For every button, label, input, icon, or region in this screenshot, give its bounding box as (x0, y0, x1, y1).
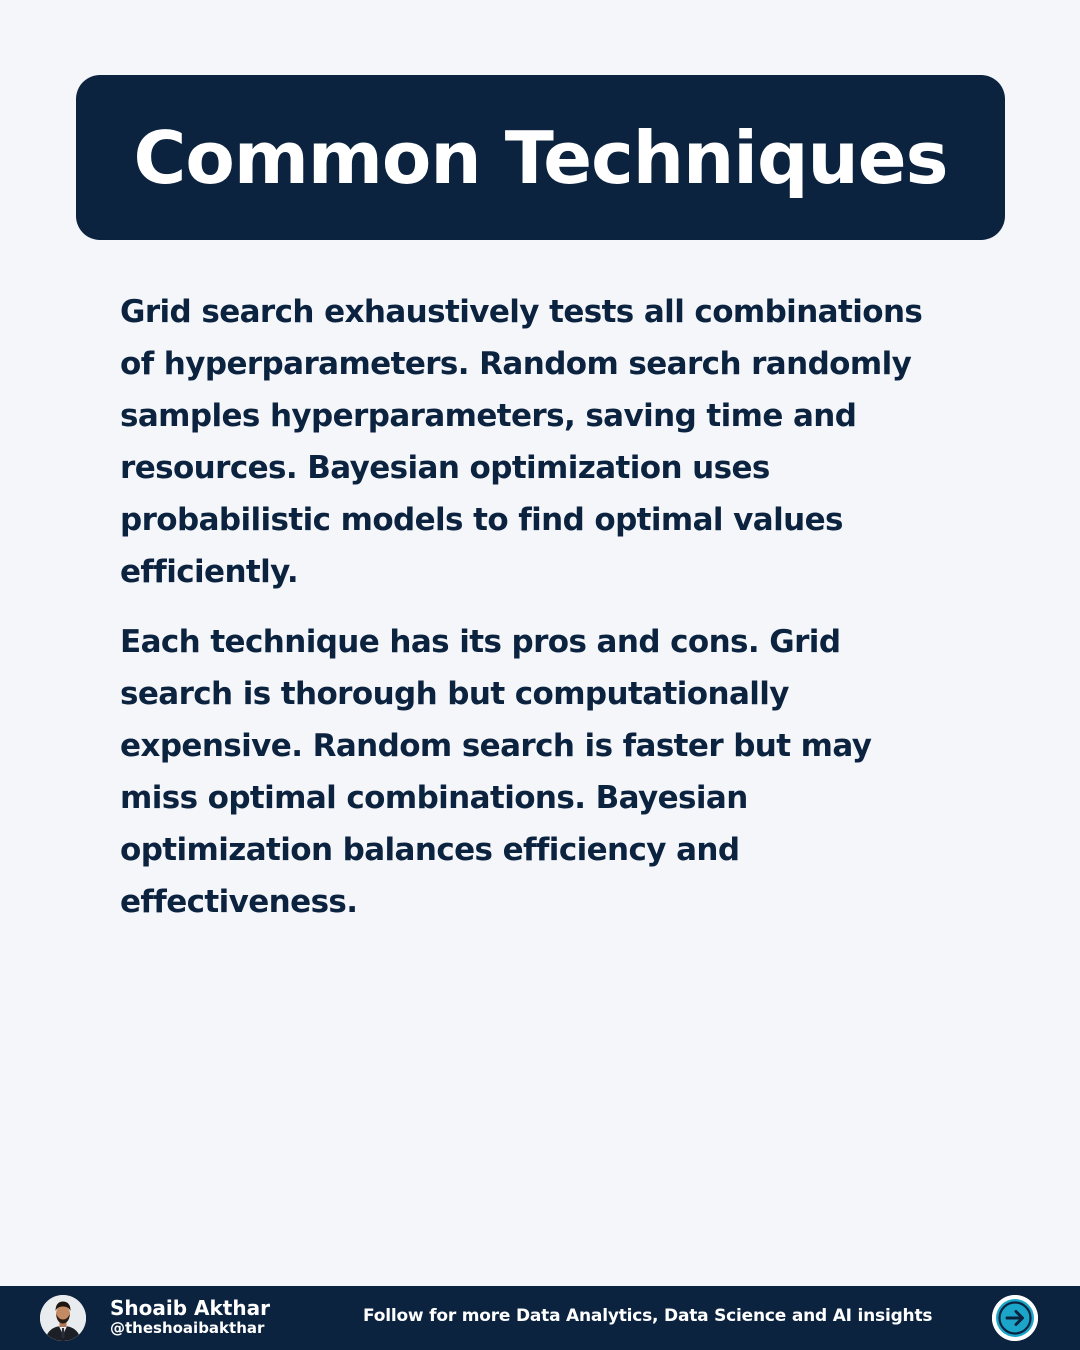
footer-bar (0, 1286, 1080, 1350)
arrow-right-circle-icon (992, 1295, 1038, 1341)
author-block (110, 1298, 270, 1336)
author-name: Shoaib Akthar (110, 1296, 270, 1320)
follow-text: Follow for more Data Analytics, Data Science and AI insights (363, 1306, 933, 1326)
title-card (76, 75, 1005, 240)
next-button[interactable] (992, 1295, 1038, 1341)
paragraph-1: Grid search exhaustively tests all combinations of hyperparameters. Random search randomly samples hyperparameters, saving time and resources. Bayesian optimization uses probabilistic models to find optimal values efficiently. (120, 294, 923, 590)
page-title: Common Techniques (133, 115, 948, 200)
avatar-icon (40, 1295, 86, 1341)
avatar[interactable] (40, 1295, 86, 1341)
author-handle[interactable]: @theshoaibakthar (110, 1319, 265, 1337)
content-body (120, 286, 950, 946)
paragraph-2: Each technique has its pros and cons. Grid search is thorough but computationally expensive. Random search is faster but may miss optimal combinations. Bayesian optimization balances efficiency and effectiveness. (120, 624, 872, 920)
